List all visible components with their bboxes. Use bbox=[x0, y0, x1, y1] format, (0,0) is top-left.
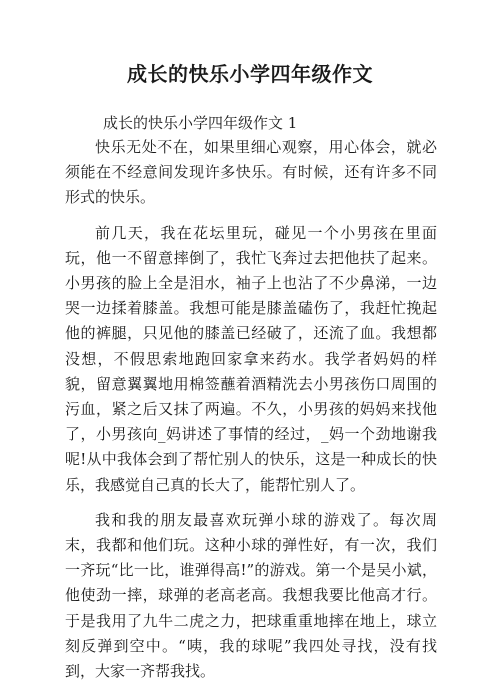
document-subtitle: 成长的快乐小学四年级作文 1 bbox=[103, 114, 298, 132]
paragraph: 前几天，我在花坛里玩，碰见一个小男孩在里面玩，他一不留意摔倒了，我忙飞奔过去把他扶了起来。小男孩的脸上全是泪水，袖子上也沾了不少鼻涕，一边哭一边揉着膝盖。我想可能是膝盖磕伤了，我赶忙挽起他的裤腿，只见他的膝盖已经破了，还流了血。我想都没想，不假思索地跑回家拿来药水。我学者妈妈的样貌，留意翼翼地用棉签蘸着酒精洗去小男孩伤口周围的污血，紧之后又抹了两遍。不久，小男孩的妈妈来找他了，小男孩向_妈讲述了事情的经过，_妈一个劲地谢我呢!从中我体会到了帮忙别人的快乐，这是一种成长的快乐，我感觉自己真的长大了，能帮忙别人了。 bbox=[65, 223, 437, 494]
paragraph: 我和我的朋友最喜欢玩弹小球的游戏了。每次周末，我都和他们玩。这种小球的弹性好，有一次，我们一齐玩“比一比，谁弹得高!”的游戏。第一个是吴小斌，他使劲一摔，球弹的老高老高。我想我要比他高才行。于是我用了九牛二虎之力，把球重重地摔在地上，球立刻反弹到空中。“咦，我的球呢”我四处寻找，没有找到，大家一齐帮我找。 bbox=[65, 510, 437, 681]
document-title: 成长的快乐小学四年级作文 bbox=[127, 62, 373, 86]
paragraph: 快乐无处不在，如果里细心观察，用心体会，就必须能在不经意间发现许多快乐。有时候，还有许多不同形式的快乐。 bbox=[65, 138, 437, 207]
document-body bbox=[65, 135, 437, 694]
